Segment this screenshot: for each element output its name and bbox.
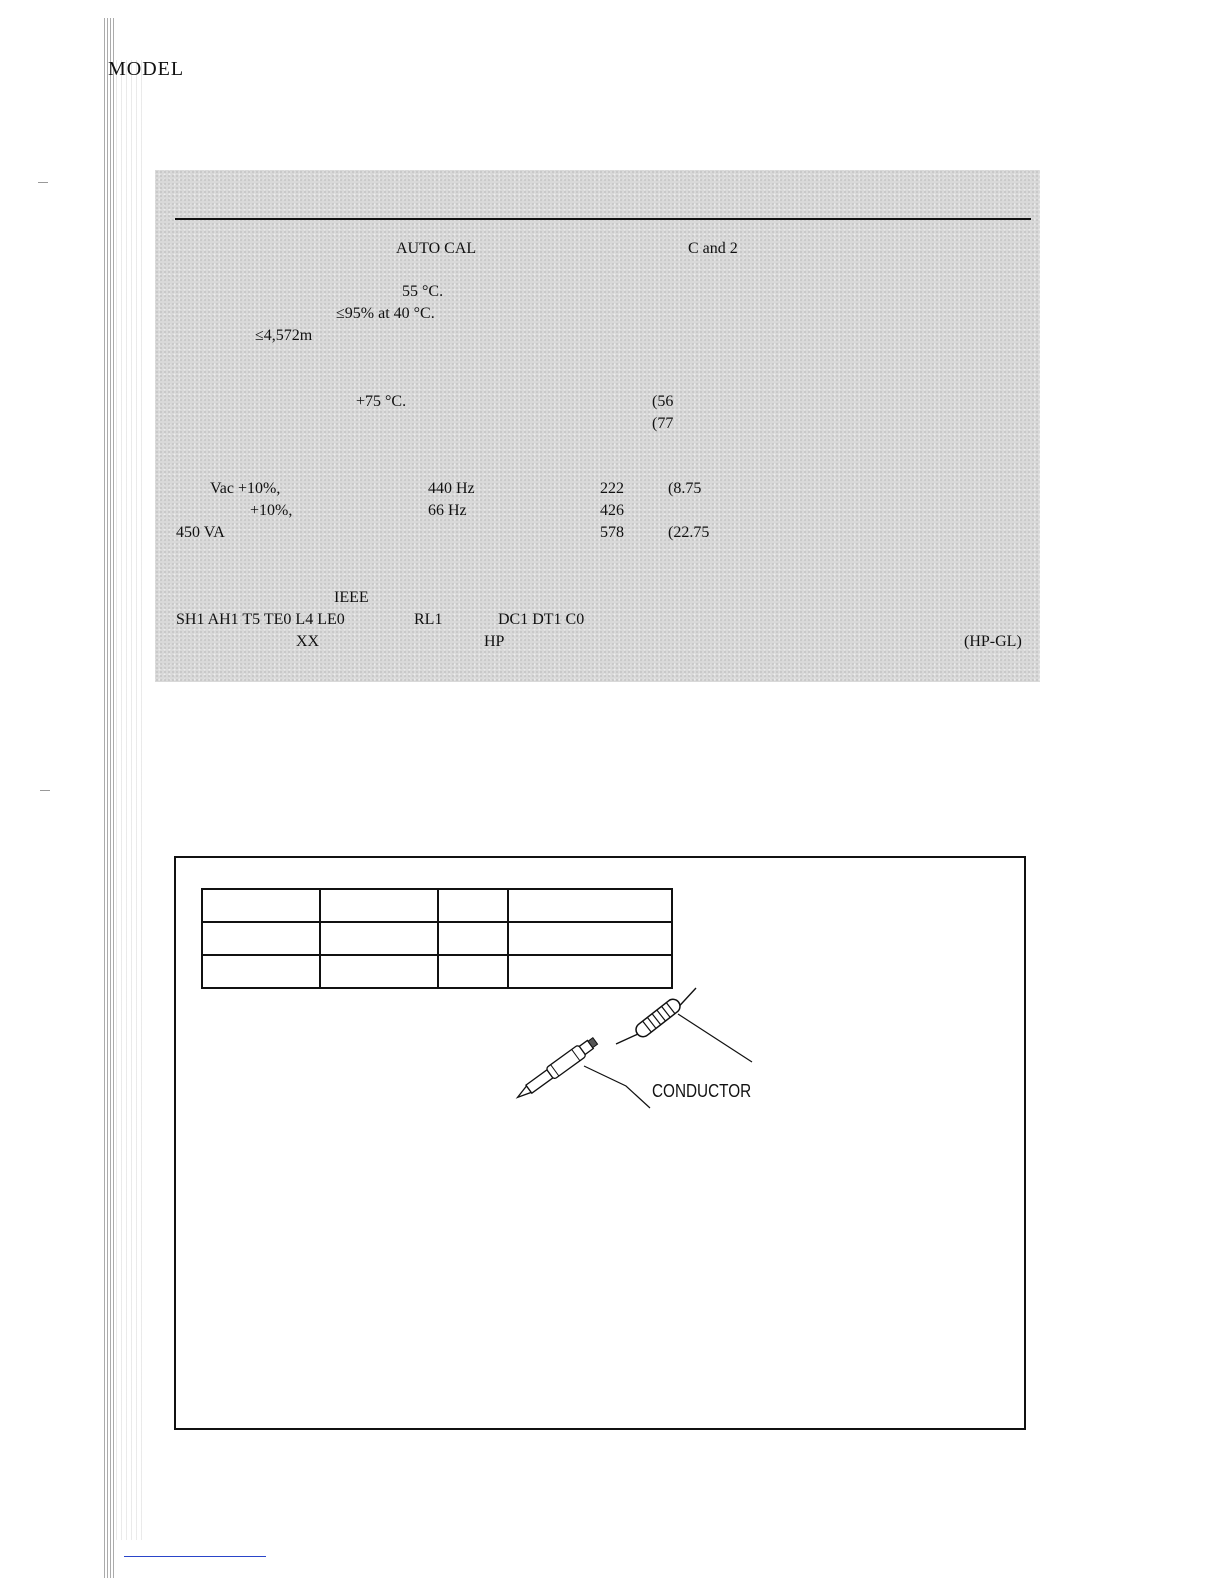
spec-storage-temp: +75 °C. bbox=[356, 393, 407, 410]
pen-icon bbox=[513, 1035, 599, 1103]
spec-xx: XX bbox=[296, 633, 320, 650]
table-cell bbox=[320, 955, 438, 988]
spec-power-vac: Vac +10%, bbox=[210, 480, 281, 497]
spec-temp-max: 55 °C. bbox=[402, 283, 444, 300]
table-cell bbox=[320, 922, 438, 955]
table-cell bbox=[438, 922, 508, 955]
spec-weight-1: (56 bbox=[652, 393, 674, 410]
table-cell bbox=[202, 922, 320, 955]
spec-dim-2: 426 bbox=[600, 502, 624, 519]
spec-subsets-3: DC1 DT1 C0 bbox=[498, 611, 585, 628]
margin-mark bbox=[40, 790, 50, 791]
spec-humidity: ≤95% at 40 °C. bbox=[336, 305, 435, 322]
spec-dim-3b: (22.75 bbox=[668, 524, 710, 541]
spec-dim-1: 222 bbox=[600, 480, 624, 497]
table-cell bbox=[320, 889, 438, 922]
spec-ieee: IEEE bbox=[334, 589, 369, 606]
spec-auto-cal: AUTO CAL bbox=[396, 240, 477, 257]
table-cell bbox=[202, 955, 320, 988]
spec-hp: HP bbox=[484, 633, 505, 650]
binding-edge bbox=[104, 18, 114, 1578]
spec-divider bbox=[175, 218, 1031, 220]
margin-mark bbox=[38, 182, 48, 183]
resistor-leader-line bbox=[678, 1014, 752, 1062]
table-cell bbox=[202, 889, 320, 922]
conductor-label: CONDUCTOR bbox=[652, 1081, 752, 1101]
spec-dim-3: 578 bbox=[600, 524, 624, 541]
spec-c-and-2: C and 2 bbox=[688, 240, 738, 257]
spec-power-tolerance: +10%, bbox=[250, 502, 293, 519]
table-cell bbox=[508, 922, 672, 955]
resistor-icon bbox=[633, 996, 683, 1039]
page-header: MODEL bbox=[108, 58, 185, 80]
spec-power-hz-1: 440 Hz bbox=[428, 480, 475, 497]
spec-subsets-2: RL1 bbox=[414, 611, 443, 628]
pen-leader-line bbox=[584, 1066, 650, 1108]
binding-shadow bbox=[116, 60, 142, 1540]
table-row bbox=[202, 889, 672, 922]
table-row bbox=[202, 922, 672, 955]
resistor-lead-bottom bbox=[616, 1034, 638, 1044]
spec-altitude: ≤4,572m bbox=[255, 327, 313, 344]
table-cell bbox=[438, 955, 508, 988]
spec-power-va: 450 VA bbox=[176, 524, 225, 541]
spec-weight-2: (77 bbox=[652, 415, 674, 432]
table-cell bbox=[438, 889, 508, 922]
spec-panel bbox=[155, 170, 1040, 682]
figure-table bbox=[201, 888, 673, 989]
footer-rule bbox=[124, 1556, 266, 1557]
spec-dim-1b: (8.75 bbox=[668, 480, 702, 497]
spec-power-hz-2: 66 Hz bbox=[428, 502, 467, 519]
spec-subsets-1: SH1 AH1 T5 TE0 L4 LE0 bbox=[176, 611, 345, 628]
table-cell bbox=[508, 889, 672, 922]
spec-hp-gl: (HP-GL) bbox=[964, 633, 1022, 650]
